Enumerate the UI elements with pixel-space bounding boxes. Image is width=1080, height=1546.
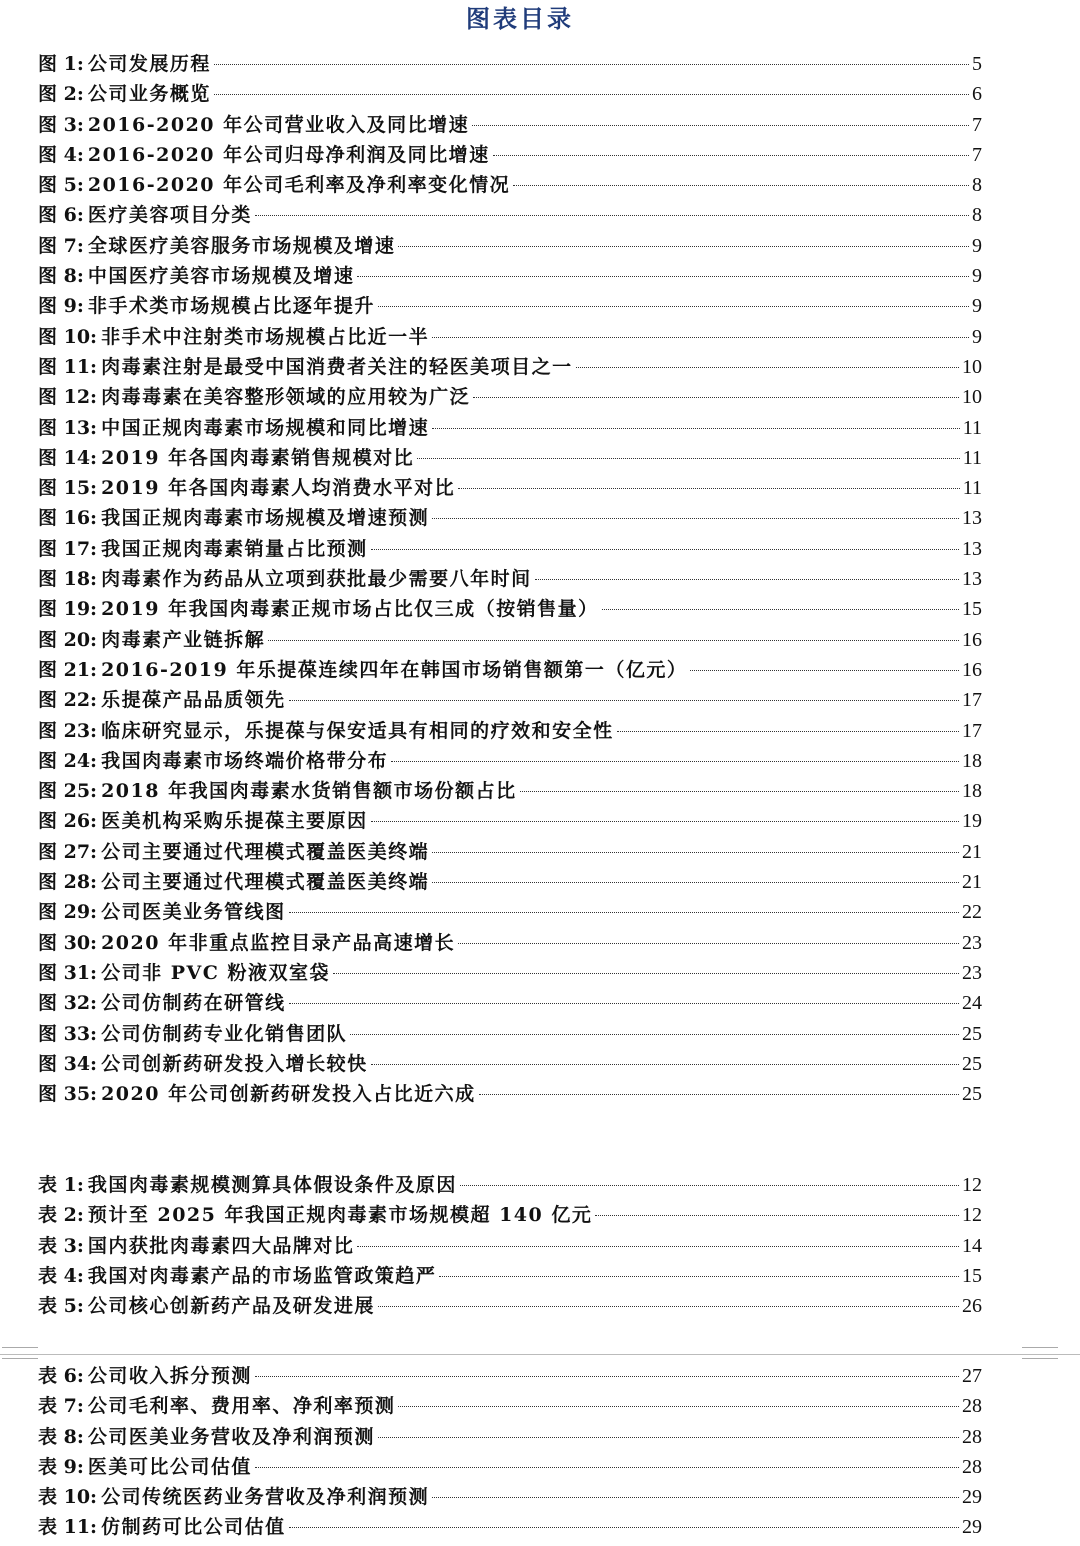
page-number: 10 [962, 355, 982, 378]
dot-leader [378, 1305, 959, 1307]
toc-entry[interactable] [38, 382, 982, 412]
entry-label: 图 11: [38, 355, 98, 378]
page-number: 21 [962, 871, 982, 894]
page-number: 9 [972, 325, 982, 348]
dot-leader [378, 1436, 959, 1438]
entry-label: 表 7: [38, 1395, 84, 1418]
page-number: 9 [972, 265, 982, 288]
toc-entry[interactable] [38, 1261, 982, 1291]
dot-leader [432, 336, 969, 338]
dot-leader [473, 396, 959, 398]
toc-entry[interactable] [38, 170, 982, 200]
page-number: 27 [962, 1365, 982, 1387]
entry-label: 图 9: [38, 295, 84, 318]
entry-title: 公司毛利率、费用率、净利率预测 [87, 1395, 396, 1418]
entry-title: 医疗美容项目分类 [87, 204, 252, 227]
entry-label: 图 13: [38, 416, 98, 439]
toc-entry[interactable] [38, 443, 982, 473]
toc-entry[interactable] [38, 837, 982, 867]
toc-entry[interactable] [38, 928, 982, 958]
page-number: 12 [962, 1174, 982, 1196]
toc-entry[interactable] [38, 594, 982, 624]
entry-title: 中国医疗美容市场规模及增速 [87, 265, 355, 288]
page-number: 13 [962, 507, 982, 530]
entry-label: 表 10: [38, 1486, 98, 1509]
toc-entry[interactable] [38, 49, 982, 79]
entry-label: 表 11: [38, 1516, 98, 1539]
page-number: 22 [962, 901, 982, 924]
entry-title: 2016-2020 年公司毛利率及净利率变化情况 [87, 174, 511, 197]
entry-title: 公司核心创新药产品及研发进展 [87, 1295, 375, 1318]
dot-leader [371, 1063, 959, 1065]
toc-entry[interactable] [38, 1422, 982, 1452]
toc-entry[interactable] [38, 625, 982, 655]
toc-entry[interactable] [38, 140, 982, 170]
page-number: 18 [962, 749, 982, 772]
page-number: 10 [962, 386, 982, 409]
page-number: 16 [962, 628, 982, 651]
dot-leader [458, 942, 959, 944]
entry-label: 图 20: [38, 628, 98, 651]
toc-entry[interactable] [38, 1361, 982, 1391]
entry-title: 公司非 PVC 粉液双室袋 [101, 961, 330, 984]
entry-label: 表 4: [38, 1264, 84, 1287]
page-break [0, 1352, 1080, 1358]
page-number: 9 [972, 295, 982, 318]
table-list-part1 [38, 1170, 982, 1321]
page-number: 6 [972, 83, 982, 106]
entry-label: 图 5: [38, 174, 84, 197]
dot-leader [535, 578, 959, 580]
page-number: 15 [962, 598, 982, 621]
toc-entry[interactable] [38, 988, 982, 1018]
entry-title: 我国对肉毒素产品的市场监管政策趋严 [87, 1264, 437, 1287]
entry-title: 中国正规肉毒素市场规模和同比增速 [101, 416, 430, 439]
page-number: 8 [972, 204, 982, 227]
dot-leader [214, 93, 969, 95]
entry-label: 图 35: [38, 1083, 98, 1106]
entry-title: 肉毒毒素在美容整形领域的应用较为广泛 [101, 386, 471, 409]
page-number: 25 [962, 1052, 982, 1075]
entry-label: 图 28: [38, 871, 98, 894]
dot-leader [432, 851, 959, 853]
dot-leader [268, 639, 959, 641]
toc-entry[interactable] [38, 1170, 982, 1200]
dot-leader [371, 548, 959, 550]
entry-title: 2020 年公司创新药研发投入占比近六成 [101, 1083, 476, 1106]
page-number: 23 [962, 931, 982, 954]
entry-title: 乐提葆产品品质领先 [101, 689, 286, 712]
entry-label: 表 2: [38, 1204, 84, 1227]
entry-title: 肉毒素作为药品从立项到获批最少需要八年时间 [101, 568, 532, 591]
page-number: 25 [962, 1083, 982, 1106]
toc-entry[interactable] [38, 291, 982, 321]
toc-entry[interactable] [38, 958, 982, 988]
toc-entry[interactable] [38, 200, 982, 230]
toc-entry[interactable] [38, 261, 982, 291]
entry-label: 表 9: [38, 1455, 84, 1478]
dot-leader [576, 366, 959, 368]
toc-entry[interactable] [38, 231, 982, 261]
entry-title: 2019 年我国肉毒素正规市场占比仅三成（按销售量） [101, 598, 599, 621]
toc-entry[interactable] [38, 1079, 982, 1109]
page-number: 11 [962, 446, 982, 469]
dot-leader [690, 669, 959, 671]
page-number: 24 [962, 992, 982, 1015]
dot-leader [289, 911, 959, 913]
entry-title: 肉毒素注射是最受中国消费者关注的轻医美项目之一 [101, 355, 573, 378]
entry-label: 表 3: [38, 1234, 84, 1257]
entry-label: 图 30: [38, 931, 98, 954]
toc-entry[interactable] [38, 1200, 982, 1230]
dot-leader [595, 1214, 959, 1216]
toc-entry[interactable] [38, 1049, 982, 1079]
entry-title: 公司主要通过代理模式覆盖医美终端 [101, 871, 430, 894]
toc-entry[interactable] [38, 473, 982, 503]
entry-title: 我国正规肉毒素市场规模及增速预测 [101, 507, 430, 530]
dot-leader [289, 699, 959, 701]
dot-leader [479, 1093, 959, 1095]
entry-label: 图 31: [38, 961, 98, 984]
entry-title: 公司仿制药专业化销售团队 [101, 1022, 348, 1045]
page-number: 11 [962, 416, 982, 439]
entry-label: 图 12: [38, 386, 98, 409]
dot-leader [432, 517, 959, 519]
toc-entry[interactable] [38, 1291, 982, 1321]
toc-entry[interactable] [38, 110, 982, 140]
entry-title: 我国肉毒素市场终端价格带分布 [101, 749, 389, 772]
dot-leader [391, 760, 959, 762]
entry-label: 图 7: [38, 234, 84, 257]
dot-leader [617, 730, 959, 732]
toc-entry[interactable] [38, 1482, 982, 1512]
dot-leader [432, 427, 960, 429]
dot-leader [493, 154, 969, 156]
toc-entry[interactable] [38, 776, 982, 806]
entry-label: 表 6: [38, 1365, 84, 1387]
toc-entry[interactable] [38, 685, 982, 715]
page-title: 图表目录 [466, 4, 574, 33]
page-number: 18 [962, 780, 982, 803]
entry-label: 表 1: [38, 1174, 84, 1196]
entry-title: 医美机构采购乐提葆主要原因 [101, 810, 368, 833]
toc-entry[interactable] [38, 806, 982, 836]
page-number: 19 [962, 810, 982, 833]
entry-label: 图 6: [38, 204, 84, 227]
page-number: 15 [962, 1264, 982, 1287]
entry-label: 图 3: [38, 113, 84, 136]
toc-entry[interactable] [38, 1019, 982, 1049]
page-number: 17 [962, 689, 982, 712]
dot-leader [289, 1002, 959, 1004]
entry-title: 我国肉毒素规模测算具体假设条件及原因 [87, 1174, 457, 1196]
entry-label: 图 23: [38, 719, 98, 742]
entry-title: 我国正规肉毒素销量占比预测 [101, 537, 368, 560]
entry-title: 公司创新药研发投入增长较快 [101, 1052, 368, 1075]
entry-title: 公司主要通过代理模式覆盖医美终端 [101, 840, 430, 863]
dot-leader [460, 1184, 959, 1186]
entry-title: 全球医疗美容服务市场规模及增速 [87, 234, 396, 257]
entry-label: 图 32: [38, 992, 98, 1015]
page-number: 28 [962, 1455, 982, 1478]
entry-title: 公司发展历程 [87, 53, 211, 75]
entry-title: 非手术中注射类市场规模占比近一半 [101, 325, 430, 348]
entry-title: 预计至 2025 年我国正规肉毒素市场规模超 140 亿元 [87, 1204, 593, 1227]
toc-entry[interactable] [38, 413, 982, 443]
dot-leader [458, 487, 960, 489]
entry-label: 图 24: [38, 749, 98, 772]
dot-leader [255, 1375, 959, 1377]
entry-title: 公司医美业务营收及净利润预测 [87, 1425, 375, 1448]
toc-entry[interactable] [38, 352, 982, 382]
entry-label: 图 29: [38, 901, 98, 924]
page-number: 13 [962, 537, 982, 560]
dot-leader [417, 457, 960, 459]
entry-label: 图 26: [38, 810, 98, 833]
page-number: 8 [972, 174, 982, 197]
entry-label: 图 27: [38, 840, 98, 863]
entry-title: 临床研究显示，乐提葆与保安适具有相同的疗效和安全性 [101, 719, 614, 742]
toc-entry[interactable] [38, 655, 982, 685]
entry-title: 非手术类市场规模占比逐年提升 [87, 295, 375, 318]
toc-entry[interactable] [38, 1231, 982, 1261]
page-number: 11 [962, 477, 982, 500]
entry-label: 图 17: [38, 537, 98, 560]
entry-label: 图 34: [38, 1052, 98, 1075]
page-number: 16 [962, 658, 982, 681]
toc-entry[interactable] [38, 564, 982, 594]
entry-label: 图 14: [38, 446, 98, 469]
dot-leader [602, 608, 959, 610]
entry-title: 2018 年我国肉毒素水货销售额市场份额占比 [101, 780, 517, 803]
entry-title: 2019 年各国肉毒素人均消费水平对比 [101, 477, 456, 500]
dot-leader [398, 245, 969, 247]
dot-leader [432, 881, 959, 883]
toc-entry[interactable] [38, 322, 982, 352]
dot-leader [357, 275, 969, 277]
entry-title: 2019 年各国肉毒素销售规模对比 [101, 446, 415, 469]
page-number: 28 [962, 1395, 982, 1418]
page-number: 23 [962, 961, 982, 984]
entry-label: 图 1: [38, 53, 84, 75]
dot-leader [439, 1275, 959, 1277]
dot-leader [432, 1496, 959, 1498]
entry-title: 公司仿制药在研管线 [101, 992, 286, 1015]
page-number: 9 [972, 234, 982, 257]
dot-leader [214, 63, 969, 65]
page-number: 12 [962, 1204, 982, 1227]
dot-leader [520, 790, 959, 792]
dot-leader [378, 305, 969, 307]
toc-entry[interactable] [38, 897, 982, 927]
page-number: 7 [972, 143, 982, 166]
figure-list [38, 49, 982, 1109]
entry-label: 图 8: [38, 265, 84, 288]
dot-leader [255, 1466, 959, 1468]
page-number: 13 [962, 568, 982, 591]
dot-leader [255, 214, 969, 216]
dot-leader [289, 1526, 959, 1528]
dot-leader [357, 1245, 959, 1247]
toc-entry[interactable] [38, 746, 982, 776]
dot-leader [371, 820, 959, 822]
page-number: 25 [962, 1022, 982, 1045]
dot-leader [333, 972, 959, 974]
page-number: 21 [962, 840, 982, 863]
entry-title: 医美可比公司估值 [87, 1455, 252, 1478]
entry-label: 图 4: [38, 143, 84, 166]
toc-entry[interactable] [38, 1391, 982, 1421]
dot-leader [350, 1033, 959, 1035]
entry-title: 2020 年非重点监控目录产品高速增长 [101, 931, 456, 954]
entry-title: 公司业务概览 [87, 83, 211, 106]
entry-label: 图 19: [38, 598, 98, 621]
page-number: 29 [962, 1486, 982, 1509]
page-number: 26 [962, 1295, 982, 1318]
page-number: 28 [962, 1425, 982, 1448]
entry-label: 图 21: [38, 658, 98, 681]
entry-title: 公司传统医药业务营收及净利润预测 [101, 1486, 430, 1509]
page-number: 7 [972, 113, 982, 136]
entry-title: 公司收入拆分预测 [87, 1365, 252, 1387]
toc-entry[interactable] [38, 867, 982, 897]
entry-title: 2016-2020 年公司归母净利润及同比增速 [87, 143, 490, 166]
table-list-part2 [38, 1361, 982, 1543]
entry-label: 表 5: [38, 1295, 84, 1318]
entry-label: 图 16: [38, 507, 98, 530]
toc-entry[interactable] [38, 503, 982, 533]
toc-entry[interactable] [38, 79, 982, 109]
entry-label: 图 25: [38, 780, 98, 803]
entry-title: 2016-2019 年乐提葆连续四年在韩国市场销售额第一（亿元） [101, 658, 688, 681]
page-number: 17 [962, 719, 982, 742]
dot-leader [472, 124, 969, 126]
dot-leader [398, 1405, 959, 1407]
entry-title: 肉毒素产业链拆解 [101, 628, 266, 651]
page-number: 5 [972, 53, 982, 75]
entry-title: 2016-2020 年公司营业收入及同比增速 [87, 113, 470, 136]
toc-entry[interactable] [38, 716, 982, 746]
page-number: 14 [962, 1234, 982, 1257]
entry-label: 图 22: [38, 689, 98, 712]
entry-title: 国内获批肉毒素四大品牌对比 [87, 1234, 355, 1257]
entry-label: 图 33: [38, 1022, 98, 1045]
entry-title: 仿制药可比公司估值 [101, 1516, 286, 1539]
entry-label: 图 15: [38, 477, 98, 500]
toc-entry[interactable] [38, 1452, 982, 1482]
entry-title: 公司医美业务管线图 [101, 901, 286, 924]
toc-entry[interactable] [38, 534, 982, 564]
page-number: 29 [962, 1516, 982, 1539]
toc-entry[interactable] [38, 1512, 982, 1542]
entry-label: 图 2: [38, 83, 84, 106]
entry-label: 图 10: [38, 325, 98, 348]
dot-leader [513, 184, 969, 186]
entry-label: 表 8: [38, 1425, 84, 1448]
entry-label: 图 18: [38, 568, 98, 591]
